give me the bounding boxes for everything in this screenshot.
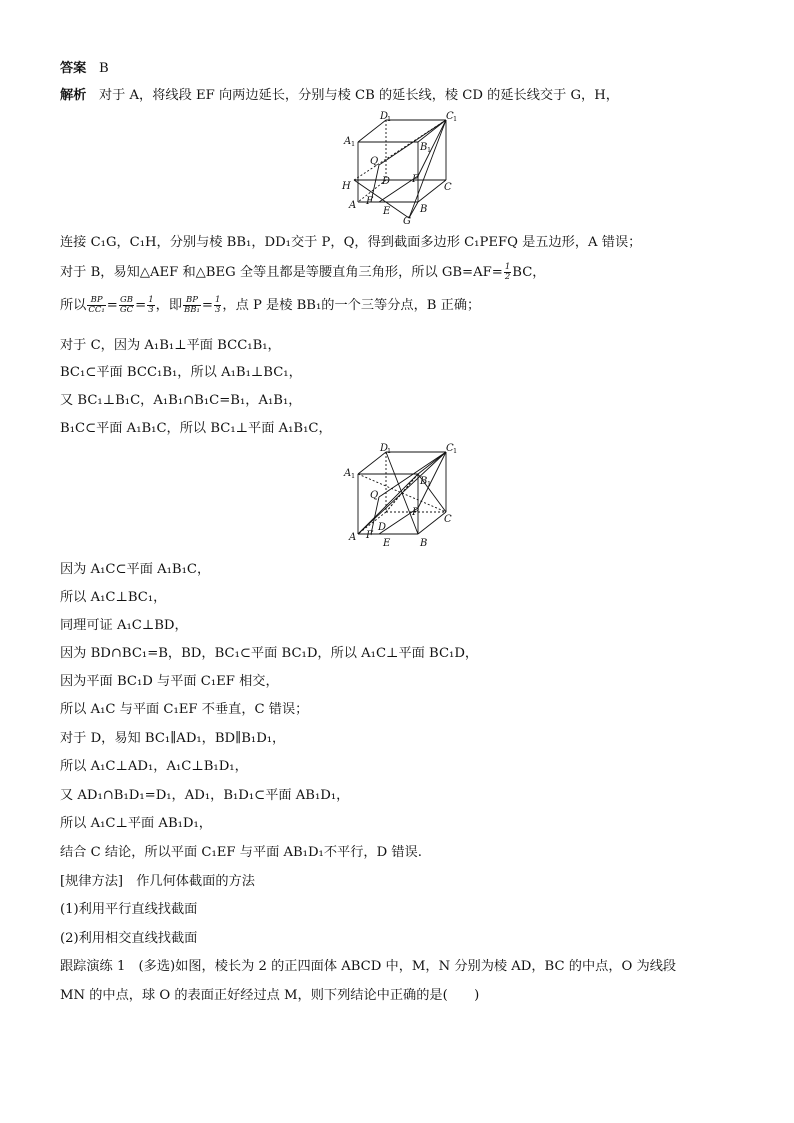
fraction-half-num: 1: [504, 262, 511, 272]
fig1-label-c1: C: [446, 111, 454, 122]
fig2-label-e: E: [383, 538, 391, 549]
fraction-one-third-b: [214, 296, 221, 315]
equals-2: =: [135, 298, 147, 313]
analysis-text-4c: ，点 P 是棱 BB₁的一个三等分点，B 正确；: [222, 298, 481, 313]
fraction-gb-gc: [119, 296, 134, 315]
frac2-num: GB: [119, 295, 134, 305]
analysis-line-8: B₁C⊂平面 A₁B₁C，所以 BC₁⊥平面 A₁B₁C，: [60, 421, 332, 436]
frac1-num: BP: [87, 296, 105, 306]
analysis-line-1: [60, 87, 619, 104]
equals-1: =: [106, 298, 118, 313]
fig2-label-a1: A: [344, 468, 352, 479]
analysis-text-1: 对于 A，将线段 EF 向两边延长，分别与棱 CB 的延长线，棱 CD 的延长线交于 G，H，: [98, 88, 619, 103]
fig1-label-a: A: [349, 200, 357, 211]
fig2-label-c: C: [444, 514, 452, 525]
fig2-label-c1: C: [446, 443, 454, 454]
analysis-text-4b: ，即: [155, 298, 183, 313]
frac1-den: CC₁: [88, 305, 105, 315]
frac2-den: GC: [119, 305, 134, 315]
fig1-label-h: H: [342, 181, 351, 192]
exercise-line-1: 跟踪演练 1 (多选)如图，棱长为 2 的正四面体 ABCD 中，M，N 分别为棱 AD，BC 的中点，O 为线段: [60, 959, 677, 974]
analysis-line-3: [60, 263, 545, 282]
fig1-label-g: G: [403, 216, 411, 226]
analysis-line-11: 同理可证 A₁C⊥BD，: [60, 618, 188, 633]
answer-value: B: [98, 61, 109, 76]
analysis-line-13: 因为平面 BC₁D 与平面 C₁EF 相交，: [60, 674, 279, 689]
fig1-sub-3: 1: [351, 140, 356, 148]
frac3-num: 1: [148, 295, 154, 305]
frac5-num: 1: [214, 295, 221, 305]
fig1-label-e: E: [383, 206, 391, 217]
fig2-label-b1: B: [420, 476, 428, 487]
analysis-label: 解析: [60, 88, 87, 103]
fig1-label-c: C: [444, 182, 452, 193]
analysis-line-16: 所以 A₁C⊥AD₁，A₁C⊥B₁D₁，: [60, 759, 248, 774]
analysis-line-18: 所以 A₁C⊥平面 AB₁D₁，: [60, 816, 212, 831]
fig1-sub-1: 1: [387, 115, 392, 123]
analysis-line-19: 结合 C 结论，所以平面 C₁EF 与平面 AB₁D₁不平行，D 错误.: [60, 845, 422, 860]
method-heading: [规律方法] 作几何体截面的方法: [60, 874, 255, 889]
analysis-text-3b: BC，: [512, 265, 546, 280]
analysis-line-14: 所以 A₁C 与平面 C₁EF 不垂直，C 错误；: [60, 702, 309, 717]
analysis-line-6: BC₁⊂平面 BCC₁B₁，所以 A₁B₁⊥BC₁，: [60, 365, 302, 380]
fig1-label-q: Q: [370, 156, 379, 167]
fig2-label-d: D: [378, 522, 387, 533]
analysis-line-15: 对于 D，易知 BC₁∥AD₁，BD∥B₁D₁，: [60, 731, 286, 746]
frac4-den: BB₁: [184, 305, 200, 315]
fig1-sub-4: 1: [427, 146, 432, 154]
frac3-den: 3: [148, 305, 154, 315]
fig1-label-a1: A: [344, 136, 352, 147]
fig1-label-d1: D: [380, 111, 389, 122]
method-item-2: (2)利用相交直线找截面: [60, 931, 198, 946]
fraction-one-third-a: [147, 296, 154, 315]
fig1-label-d: D: [382, 176, 391, 187]
fig1-sub-2: 1: [453, 115, 458, 123]
fig2-label-a: A: [349, 532, 357, 543]
analysis-line-4: [60, 296, 480, 315]
fig1-label-f: F: [366, 196, 373, 207]
frac5-den: 3: [214, 305, 221, 315]
analysis-line-9: 因为 A₁C⊂平面 A₁B₁C，: [60, 562, 211, 577]
fig1-label-b1: B: [420, 142, 428, 153]
cube-figure-2: [336, 442, 466, 550]
fig2-sub-4: 1: [427, 480, 432, 488]
exercise-line-2: MN 的中点，球 O 的表面正好经过点 M，则下列结论中正确的是( ): [60, 988, 480, 1003]
fraction-half: [504, 263, 511, 282]
fig1-label-b: B: [420, 204, 428, 215]
equals-3: =: [201, 298, 213, 313]
fig2-sub-3: 1: [351, 472, 356, 480]
fraction-bp-bb1: [183, 296, 201, 315]
fig1-label-p: P: [412, 174, 419, 185]
fraction-half-den: 2: [504, 272, 511, 282]
analysis-line-12: 因为 BD∩BC₁=B，BD，BC₁⊂平面 BC₁D，所以 A₁C⊥平面 BC₁D，: [60, 646, 479, 661]
frac4-num: BP: [183, 296, 201, 306]
fig2-label-f: F: [366, 530, 373, 541]
analysis-line-17: 又 AD₁∩B₁D₁=D₁，AD₁，B₁D₁⊂平面 AB₁D₁，: [60, 788, 350, 803]
fig2-label-b: B: [420, 538, 428, 549]
analysis-text-3a: 对于 B，易知△AEF 和△BEG 全等且都是等腰直角三角形，所以 GB=AF=: [60, 265, 503, 280]
fig2-label-p: P: [412, 507, 419, 518]
answer-line: [60, 60, 109, 77]
cube-figure-1: [336, 110, 466, 226]
analysis-line-5: 对于 C，因为 A₁B₁⊥平面 BCC₁B₁，: [60, 338, 281, 353]
fig2-sub-1: 1: [387, 447, 392, 455]
method-item-1: (1)利用平行直线找截面: [60, 902, 198, 917]
fig2-label-q: Q: [370, 490, 379, 501]
analysis-line-10: 所以 A₁C⊥BC₁，: [60, 590, 167, 605]
answer-label: 答案: [60, 61, 87, 76]
analysis-line-7: 又 BC₁⊥B₁C，A₁B₁∩B₁C=B₁，A₁B₁，: [60, 393, 302, 408]
fig2-sub-2: 1: [453, 447, 458, 455]
fig2-label-d1: D: [380, 443, 389, 454]
analysis-line-2: 连接 C₁G，C₁H，分别与棱 BB₁，DD₁交于 P，Q，得到截面多边形 C₁PEFQ 是五边形，A 错误；: [60, 235, 642, 250]
analysis-text-4a: 所以: [60, 298, 87, 313]
fraction-bp-cc1: [87, 296, 105, 315]
